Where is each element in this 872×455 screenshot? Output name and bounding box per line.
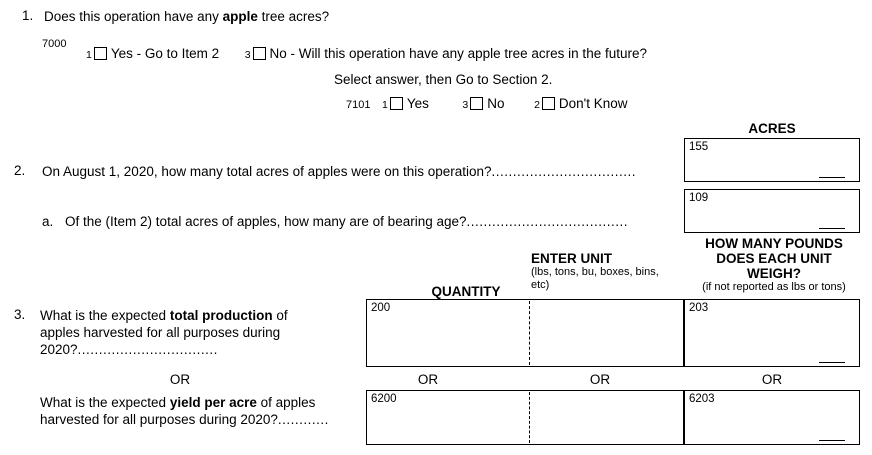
q2a-letter: a.	[42, 214, 54, 229]
question-1-code: 7000	[42, 38, 67, 50]
q2-decimal-tick	[819, 177, 845, 178]
pounds-line2: DOES EACH UNIT	[716, 251, 832, 266]
q1-sub-no-number: 3	[462, 99, 469, 111]
q2a-text: Of the (Item 2) total acres of apples, how many are of bearing age?	[65, 214, 467, 229]
q3-yield-weigh-code: 6203	[689, 393, 715, 405]
question-1-instruction: Select answer, then Go to Section 2.	[334, 72, 553, 87]
q2a-acres-field[interactable]	[684, 189, 860, 233]
enter-unit-line2: (lbs, tons, bu, boxes, bins,	[531, 266, 659, 278]
quantity-column-header: QUANTITY	[431, 284, 501, 299]
q3-line1-bold: total production	[169, 308, 273, 323]
or-label-unit: OR	[589, 372, 611, 387]
q1-sub-dk-checkbox[interactable]	[542, 97, 555, 110]
question-3-number: 3.	[14, 307, 26, 322]
q2-dots: ..................................	[491, 164, 637, 179]
question-3-yield-text	[40, 394, 370, 428]
question-1-sub-answer-row	[346, 96, 628, 111]
or-label-quantity: OR	[417, 372, 439, 387]
q3-yield-weigh-field[interactable]	[684, 390, 860, 445]
q3-line3: 2020?	[40, 342, 78, 357]
q1-sub-dk-label: Don't Know	[558, 96, 628, 111]
q3-line4-bold: yield per acre	[169, 395, 257, 410]
q3-quantity-code: 200	[371, 302, 391, 314]
enter-unit-line3: etc)	[531, 279, 550, 291]
q2a-dots: ......................................	[466, 214, 629, 229]
q1-yes-label: Yes - Go to Item 2	[110, 46, 220, 61]
q1-yes-checkbox[interactable]	[94, 47, 107, 60]
q1-text-after: tree acres?	[257, 9, 330, 24]
q3-line1-before: What is the expected	[40, 308, 170, 323]
pounds-column-header	[684, 236, 864, 294]
q3-yield-quantity-code: 6200	[371, 393, 397, 405]
question-1-text	[44, 8, 329, 25]
q3-weigh-code: 203	[689, 302, 709, 314]
q3-line4-before: What is the expected	[40, 395, 170, 410]
q1-text-bold: apple	[222, 9, 258, 24]
or-label-left: OR	[169, 372, 191, 387]
q2-text: On August 1, 2020, how many total acres of apples were on this operation?	[42, 164, 492, 179]
q2a-decimal-tick	[819, 228, 845, 229]
q3-line1-after: of	[272, 308, 288, 323]
pounds-line3: WEIGH?	[747, 266, 801, 281]
q1-yes-number: 1	[86, 49, 92, 61]
q1-sub-yes-number: 1	[382, 99, 388, 111]
question-2a	[42, 213, 628, 230]
enter-unit-line1: ENTER UNIT	[531, 251, 612, 266]
question-2-text	[42, 163, 636, 180]
q3-row1-divider	[529, 301, 530, 365]
q3-line3-dots: .................................	[77, 342, 218, 357]
q1-no-label: No - Will this operation have any apple tree acres in the future?	[269, 46, 647, 61]
q3-yield-weigh-decimal-tick	[819, 440, 845, 441]
q1-text-before: Does this operation have any	[44, 9, 223, 24]
q3-weigh-field[interactable]	[684, 299, 860, 367]
q2-acres-field[interactable]	[684, 138, 860, 182]
q3-row2-divider	[529, 392, 530, 443]
q3-line2: apples harvested for all purposes during	[40, 325, 281, 340]
question-1-number: 1.	[22, 8, 34, 23]
acres-column-header: ACRES	[748, 121, 796, 136]
question-3-text	[40, 307, 365, 358]
q3-yield-quantity-unit-field[interactable]	[366, 390, 684, 445]
enter-unit-column-header	[531, 251, 681, 292]
q1-sub-yes-checkbox[interactable]	[390, 97, 403, 110]
q1-sub-yes-label: Yes	[406, 96, 429, 111]
pounds-line4: (if not reported as lbs or tons)	[702, 281, 846, 293]
q3-weigh-decimal-tick	[819, 362, 845, 363]
q3-line4-after: of apples	[256, 395, 316, 410]
q1-sub-no-checkbox[interactable]	[470, 97, 483, 110]
q3-quantity-unit-field[interactable]	[366, 299, 684, 367]
q1-no-number: 3	[244, 49, 251, 61]
pounds-line1: HOW MANY POUNDS	[705, 236, 843, 251]
question-2-number: 2.	[14, 163, 26, 178]
or-label-weigh: OR	[761, 372, 783, 387]
question-1-answer-row	[86, 46, 647, 61]
q1-sub-no-label: No	[487, 96, 505, 111]
q1-sub-dk-number: 2	[534, 99, 540, 111]
q3-line5-dots: ............	[277, 412, 329, 427]
q3-line5: harvested for all purposes during 2020?	[40, 412, 278, 427]
q1-no-checkbox[interactable]	[253, 47, 266, 60]
q2a-acres-code: 109	[689, 192, 709, 204]
q1-sub-code: 7101	[346, 99, 371, 111]
q2-acres-code: 155	[689, 141, 709, 153]
